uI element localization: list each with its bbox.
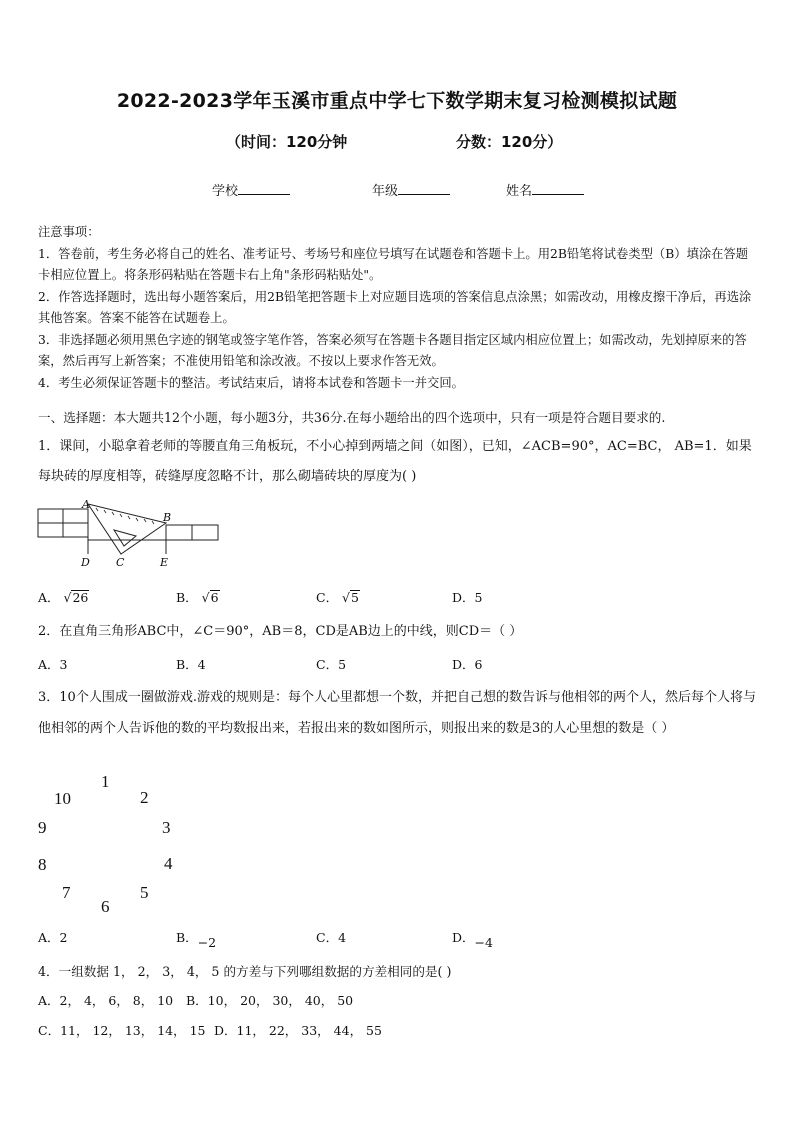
exam-time: （时间：120分钟 [226, 133, 348, 151]
q4-option-d: D．11， 22， 33， 44， 55 [214, 1023, 382, 1038]
q2-option-c: C．5 [316, 657, 347, 672]
circle-number: 5 [140, 883, 149, 902]
circle-number: 2 [140, 788, 149, 807]
q3-option-c: C．4 [316, 930, 347, 945]
circle-number: 8 [38, 855, 47, 874]
name-field [506, 180, 584, 199]
q3-option-d: D．−4 [452, 930, 493, 950]
circle-number: 7 [62, 883, 71, 902]
exam-score: 分数：120分） [456, 133, 563, 151]
name-blank [532, 180, 584, 195]
note-item: 3．非选择题必须用黑色字迹的钢笔或签字笔作答，答案必须写在答题卡各题目指定区域内相应位置上；如需改动，先划掉原来的答案，然后再写上新答案；不准使用铅笔和涂改液。不按以上要求作答无效。 [38, 332, 747, 368]
circle-number: 6 [101, 897, 110, 916]
notes-heading: 注意事项： [38, 225, 100, 239]
name-label: 姓名 [506, 184, 533, 199]
notes-block [38, 222, 760, 394]
q1-option-d: D．5 [452, 590, 483, 605]
q1-option-a: A． √26 [38, 590, 89, 605]
q4-option-c: C．11， 12， 13， 14， 15 [38, 1023, 206, 1038]
note-item: 4．考生必须保证答题卡的整洁。考试结束后，请将本试卷和答题卡一并交回。 [38, 375, 464, 390]
circle-number: 4 [164, 854, 173, 873]
label-b: B [163, 511, 172, 524]
grade-field [372, 180, 450, 199]
page-title: 2022-2023学年玉溪市重点中学七下数学期末复习检测模拟试题 [116, 90, 678, 112]
q3-option-b: B．−2 [176, 930, 217, 950]
brick-wall-figure [36, 498, 222, 570]
note-item: 1．答卷前，考生务必将自己的姓名、准考证号、考场号和座位号填写在试题卷和答题卡上。用2B铅笔将试卷类型（B）填涂在答题卡相应位置上。将条形码粘贴在答题卡右上角"条形码粘贴处"。 [38, 246, 749, 282]
question-4-text: 4．一组数据 1， 2， 3， 4， 5 的方差与下列哪组数据的方差相同的是( ) [38, 964, 452, 979]
q1-option-c: C． √5 [316, 590, 359, 605]
q1-option-b: B． √6 [176, 590, 219, 605]
q3-option-a: A．2 [38, 930, 68, 945]
school-field [212, 180, 290, 199]
triangle-ruler-hole [114, 530, 136, 546]
q2-option-d: D．6 [452, 657, 483, 672]
label-a: A [82, 498, 90, 511]
section-heading: 一、选择题：本大题共12个小题，每小题3分，共36分.在每小题给出的四个选项中，只有一项是符合题目要求的. [38, 410, 666, 425]
label-e: E [160, 556, 169, 569]
circle-number: 1 [101, 772, 110, 791]
grade-label: 年级 [372, 184, 399, 199]
question-1-text: 1．课间，小聪拿着老师的等腰直角三角板玩，不小心掉到两墙之间（如图），已知，∠ACB=90°，AC=BC， AB=1．如果每块砖的厚度相等，砖缝厚度忽略不计，那么砌墙砖块的厚度为( ) [38, 439, 752, 484]
grade-blank [398, 180, 450, 195]
triangle-ruler [88, 504, 166, 554]
label-d: D [81, 556, 90, 569]
question-2-text: 2．在直角三角形ABC中，∠C＝90°，AB＝8，CD是AB边上的中线，则CD＝（ ） [38, 624, 523, 639]
q2-option-a: A．3 [38, 657, 68, 672]
q4-option-a: A．2， 4， 6， 8， 10 [38, 993, 174, 1008]
circle-number: 9 [38, 818, 47, 837]
q4-option-b: B．10， 20， 30， 40， 50 [186, 993, 354, 1008]
question-3-text: 3．10个人围成一圈做游戏.游戏的规则是：每个人心里都想一个数，并把自己想的数告诉与他相邻的两个人，然后每个人将与他相邻的两个人告诉他的数的平均数报出来，若报出来的数如图所示，则报出来的数是3的人心里想的数是（ ） [38, 690, 756, 736]
school-label: 学校 [212, 184, 239, 199]
school-blank [238, 180, 290, 195]
note-item: 2．作答选择题时，选出每小题答案后，用2B铅笔把答题卡上对应题目选项的答案信息点涂黑；如需改动，用橡皮擦干净后，再选涂其他答案。答案不能答在试题卷上。 [38, 289, 752, 325]
circle-number: 3 [162, 818, 171, 837]
q2-option-b: B．4 [176, 657, 206, 672]
label-c: C [116, 556, 125, 569]
circle-number: 10 [54, 789, 71, 808]
